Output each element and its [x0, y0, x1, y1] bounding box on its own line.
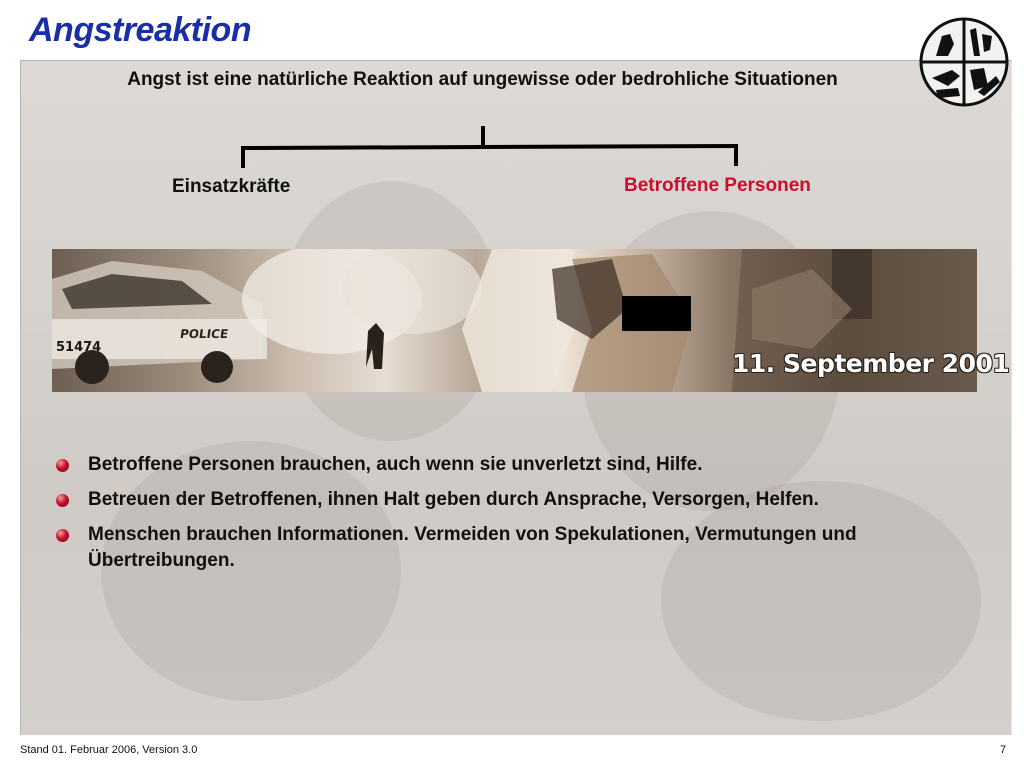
page-number: 7 — [1000, 744, 1007, 756]
branch-connector — [238, 124, 744, 172]
fire-brigade-emblem-icon — [918, 16, 1010, 108]
branch-label-betroffene-personen: Betroffene Personen — [624, 175, 811, 196]
slide-title: Angstreaktion — [29, 11, 252, 49]
footer-version: Stand 01. Februar 2006, Version 3.0 — [20, 744, 198, 756]
red-sphere-bullet-icon — [56, 494, 69, 507]
bullet-text: Betroffene Personen brauchen, auch wenn sie unverletzt sind, Hilfe. — [88, 454, 703, 475]
bullet-item — [56, 452, 976, 478]
police-car-text: POLICE — [179, 327, 230, 341]
banner-date-label: 11. September 2001 — [732, 349, 1010, 378]
bullet-item — [56, 487, 976, 513]
slide-heading: Angst ist eine natürliche Reaktion auf ungewisse oder bedrohliche Situationen — [127, 69, 838, 90]
redaction-box — [622, 296, 691, 331]
police-car-number: 51474 — [56, 340, 102, 355]
red-sphere-bullet-icon — [56, 529, 69, 542]
bullet-text: Menschen brauchen Informationen. Vermeiden von Spekulationen, Vermutungen und Übertreibungen. — [88, 524, 857, 571]
bullet-list — [56, 452, 976, 583]
branch-label-einsatzkraefte: Einsatzkräfte — [172, 176, 291, 197]
bullet-text: Betreuen der Betroffenen, ihnen Halt geben durch Ansprache, Versorgen, Helfen. — [88, 489, 819, 510]
bullet-item — [56, 522, 976, 574]
red-sphere-bullet-icon — [56, 459, 69, 472]
